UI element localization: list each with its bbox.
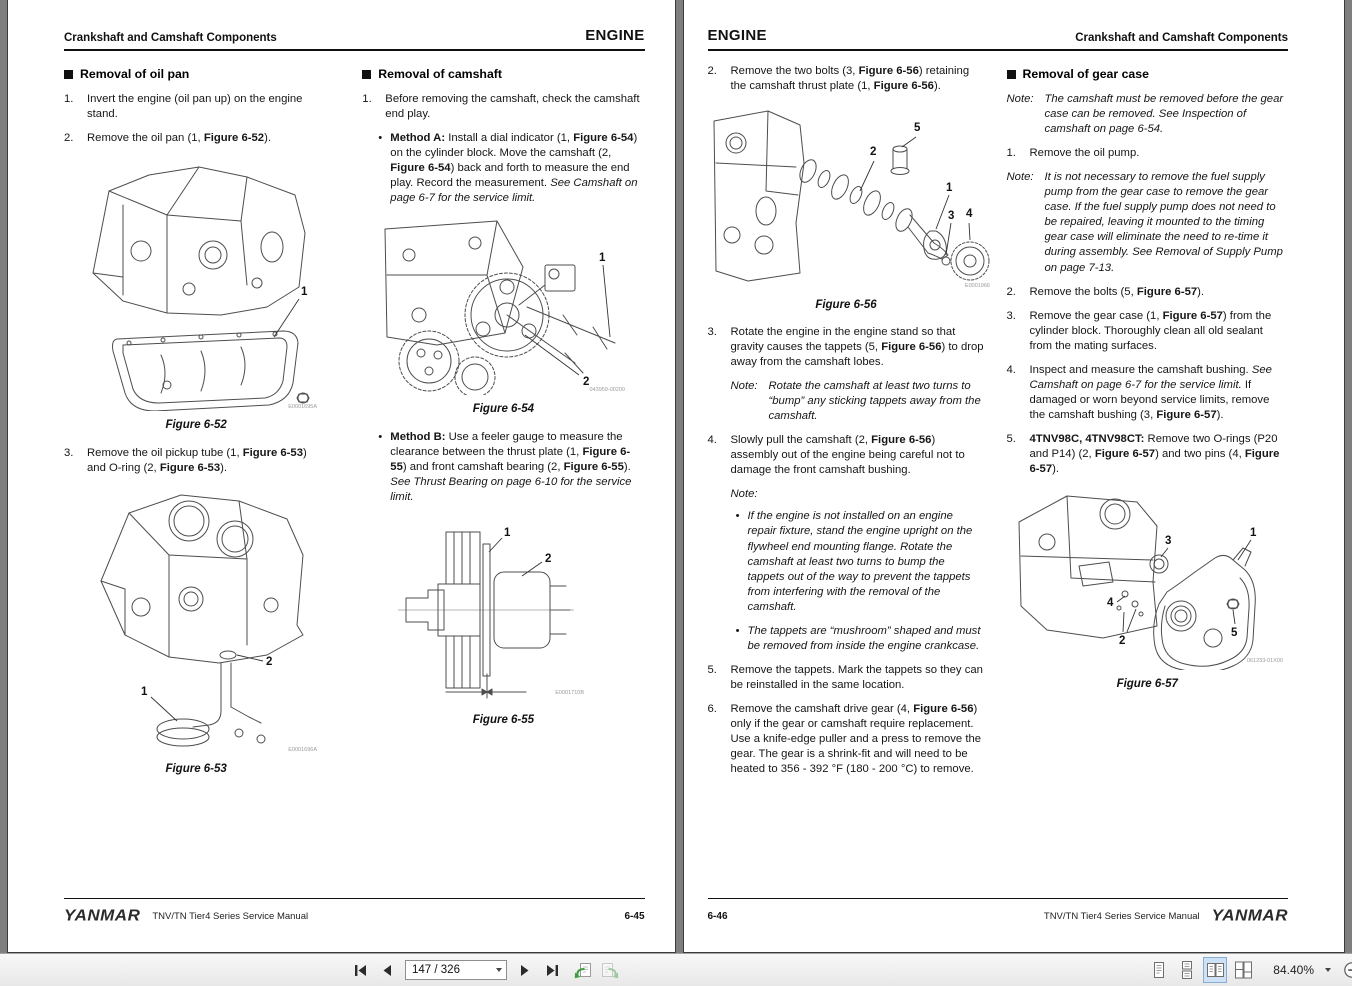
list-item: 5. Remove the tappets. Mark the tappets so they can be reinstalled in the same location. (707, 663, 983, 691)
first-page-icon (354, 965, 369, 976)
page-left (7, 0, 676, 953)
previous-page-button[interactable] (375, 958, 399, 982)
list-item: 5. 4TNV98C, 4TNV98CT: Remove two O-rings (P20 and P14) (2, Figure 6-57) and two pins (4, Figure 6-57). (1006, 432, 1280, 475)
page-right (683, 0, 1346, 953)
note-block: Note: Rotate the camshaft at least two turns to “bump” any sticking tappets away from the camshaft. (730, 380, 981, 423)
running-header (64, 27, 645, 51)
list-item: 3. Rotate the engine in the engine stand so that gravity causes the tappets (5, Figure 6-56) to drop away from the camshaft lobes. (707, 326, 984, 369)
list-item: 3. Remove the oil pickup tube (1, Figure 6-53) and O-ring (2, Figure 6-53). (64, 446, 307, 474)
list-item: 3. Remove the gear case (1, Figure 6-57) from the cylinder block. Thoroughly clean all old sealant from the mating surfaces. (1006, 309, 1272, 352)
note-label: Note: (730, 488, 758, 501)
section-square-icon (1007, 70, 1016, 79)
figure-code: E0001695A (288, 404, 318, 411)
single-page-view-icon (1151, 961, 1167, 979)
header-chapter-title: ENGINE (707, 27, 767, 44)
list-item: 1. Invert the engine (oil pan up) on the engine stand. (64, 93, 303, 121)
page-dropdown-caret-icon[interactable] (491, 961, 506, 979)
figure-callout: 2 (869, 146, 876, 159)
section-title: Removal of oil pan (80, 67, 190, 81)
header-section-title: Crankshaft and Camshaft Components (1075, 32, 1288, 44)
single-page-view-button[interactable] (1147, 957, 1171, 983)
previous-view-icon (574, 962, 593, 979)
continuous-scroll-view-icon (1179, 961, 1195, 979)
figure-callout: 3 (1165, 534, 1172, 547)
figure-callout: 1 (1250, 526, 1257, 539)
section-heading-gear-case (1007, 66, 1289, 82)
figure-caption: Figure 6-56 (815, 299, 877, 312)
oil-pickup-tube-illustration (71, 485, 321, 755)
two-page-scroll-view-icon (1235, 961, 1252, 979)
figure-callout: 4 (1107, 596, 1114, 609)
dial-indicator-illustration (377, 215, 629, 395)
page-number: 6-46 (707, 910, 728, 922)
figure-code: 043959-00200 (589, 387, 626, 394)
page-footer (708, 898, 1289, 926)
figure-6-53 (64, 485, 328, 777)
two-page-view-button[interactable] (1203, 957, 1227, 983)
figure-caption: Figure 6-52 (165, 419, 227, 432)
continuous-scroll-view-button[interactable] (1175, 957, 1199, 983)
note-bullet-item: • The tappets are “mushroom” shaped and must be removed from inside the engine crankcase. (735, 624, 981, 652)
zoom-out-button[interactable] (1343, 961, 1352, 979)
figure-caption: Figure 6-54 (472, 403, 535, 416)
figure-callout: 2 (545, 552, 552, 565)
zoom-dropdown-caret-icon[interactable] (1320, 954, 1335, 986)
figure-callout: 2 (266, 655, 273, 668)
manual-title: TNV/TN Tier4 Series Service Manual (152, 910, 309, 922)
last-page-button[interactable] (539, 958, 563, 982)
figure-code: 061233-01X00 (1247, 657, 1284, 664)
thrust-plate-clearance-illustration (388, 514, 618, 706)
figure-callout: 1 (599, 252, 606, 265)
section-title: Removal of gear case (1022, 67, 1149, 81)
zoom-out-icon (1343, 961, 1352, 979)
figure-callout: 1 (141, 685, 148, 698)
list-item: 4. Inspect and measure the camshaft bushing. See Camshaft on page 6-7 for the service limit. If damaged or worn beyond service limits, remove the camshaft bushing (3, Figure 6-57). (1006, 363, 1272, 421)
figure-callout: 3 (947, 210, 954, 223)
section-heading-camshaft (362, 66, 644, 82)
section-title: Removal of camshaft (378, 67, 502, 81)
figure-6-55 (362, 514, 644, 728)
figure-caption: Figure 6-53 (165, 762, 227, 775)
page-number: 6-45 (624, 910, 645, 922)
gear-case-illustration (1007, 486, 1287, 670)
figure-code: E0001710B (555, 689, 585, 696)
header-section-title: Crankshaft and Camshaft Components (64, 32, 277, 44)
figure-callout: 1 (945, 182, 952, 195)
note-bullet-item: • If the engine is not installed on an engine repair fixture, stand the engine upright on the flywheel end mounting flange. Rotate the camshaft at least two turns to bump the tappets out of the way to prevent the tappets from interfering with the removal of the camshaft. (735, 510, 973, 613)
section-square-icon (64, 70, 73, 79)
figure-callout: 1 (504, 526, 511, 539)
figure-callout: 1 (301, 286, 308, 299)
zoom-level[interactable]: 84.40% (1273, 963, 1314, 977)
yanmar-logo: YANMAR (1211, 906, 1288, 925)
yanmar-logo: YANMAR (64, 906, 141, 925)
figure-caption: Figure 6-57 (1116, 677, 1178, 690)
header-chapter-title: ENGINE (585, 27, 645, 44)
two-page-view-icon (1207, 961, 1224, 979)
oil-pan-illustration (71, 155, 321, 411)
figure-callout: 5 (1231, 626, 1238, 639)
first-page-button[interactable] (349, 958, 373, 982)
two-page-scroll-view-button[interactable] (1231, 957, 1255, 983)
bullet-item-method-b: • Method B: Use a feeler gauge to measure the clearance between the thrust plate (1, Figure 6-55) and front camshaft bearing (2, Figure 6-55). See Thrust Bearing on page 6-10 for the service limit. (378, 430, 632, 503)
figure-callout: 2 (583, 376, 590, 389)
figure-6-57 (1007, 486, 1289, 692)
page-navigation-group (349, 954, 621, 986)
list-item: 2. Remove the oil pan (1, Figure 6-52). (64, 132, 271, 145)
camshaft-assembly-illustration (708, 103, 994, 291)
figure-code: E0001696A (288, 746, 318, 753)
figure-6-54 (362, 215, 644, 417)
section-square-icon (362, 70, 371, 79)
figure-callout: 5 (913, 122, 920, 135)
figure-callout: 2 (1119, 634, 1126, 647)
note-block: Note: It is not necessary to remove the fuel supply pump from the gear case to remove the gear case. If the fuel supply pump does not need to be repaired, leaving it mounted to the timing gear case will eliminate the need to re-time it during assembly. See Removal of Supply Pump on page 7-13. (1006, 171, 1283, 274)
section-heading-oil-pan (64, 66, 328, 82)
list-item: 6. Remove the camshaft drive gear (4, Figure 6-56) only if the gear or camshaft require replacement. Use a knife-edge puller and a press to remove the gear. The gear is a shrink-fit and will need to be heated to 356 - 392 °F (180 - 200 °C) to remove. (707, 702, 982, 775)
figure-callout: 4 (965, 208, 972, 221)
next-view-button[interactable] (597, 958, 621, 982)
list-item: 4. Slowly pull the camshaft (2, Figure 6-56) assembly out of the engine being careful not to damage the front camshaft bushing. (707, 434, 965, 477)
note-block: Note: The camshaft must be removed before the gear case can be removed. See Inspection of camshaft on page 6-54. (1006, 93, 1284, 136)
manual-title: TNV/TN Tier4 Series Service Manual (1043, 910, 1200, 922)
page-footer (64, 898, 645, 926)
list-item: 2. Remove the two bolts (3, Figure 6-56) retaining the camshaft thrust plate (1, Figure 6-56). (707, 65, 970, 93)
previous-page-icon (382, 965, 392, 976)
viewer-toolbar (0, 953, 1352, 986)
page-number-input[interactable] (406, 964, 491, 976)
next-page-icon (520, 965, 530, 976)
bullet-item-method-a: • Method A: Install a dial indicator (1, Figure 6-54) on the cylinder block. Move the camshaft (2, Figure 6-54) back and forth to measure the end play. Record the measurement. See Camshaft on page 6-7 for the service limit. (378, 132, 638, 205)
running-header (708, 27, 1289, 51)
figure-6-56 (708, 103, 990, 313)
list-item: 1. Before removing the camshaft, check the camshaft end play. (362, 93, 640, 121)
last-page-icon (544, 965, 559, 976)
view-controls-group (1145, 954, 1352, 986)
page-number-combobox[interactable] (405, 960, 507, 980)
next-view-icon (600, 962, 619, 979)
next-page-button[interactable] (513, 958, 537, 982)
previous-view-button[interactable] (571, 958, 595, 982)
figure-6-52 (64, 155, 328, 433)
figure-code: E0001966 (964, 283, 990, 290)
list-item: 1. Remove the oil pump. (1006, 147, 1140, 160)
figure-caption: Figure 6-55 (472, 713, 535, 726)
list-item: 2. Remove the bolts (5, Figure 6-57). (1006, 285, 1205, 298)
